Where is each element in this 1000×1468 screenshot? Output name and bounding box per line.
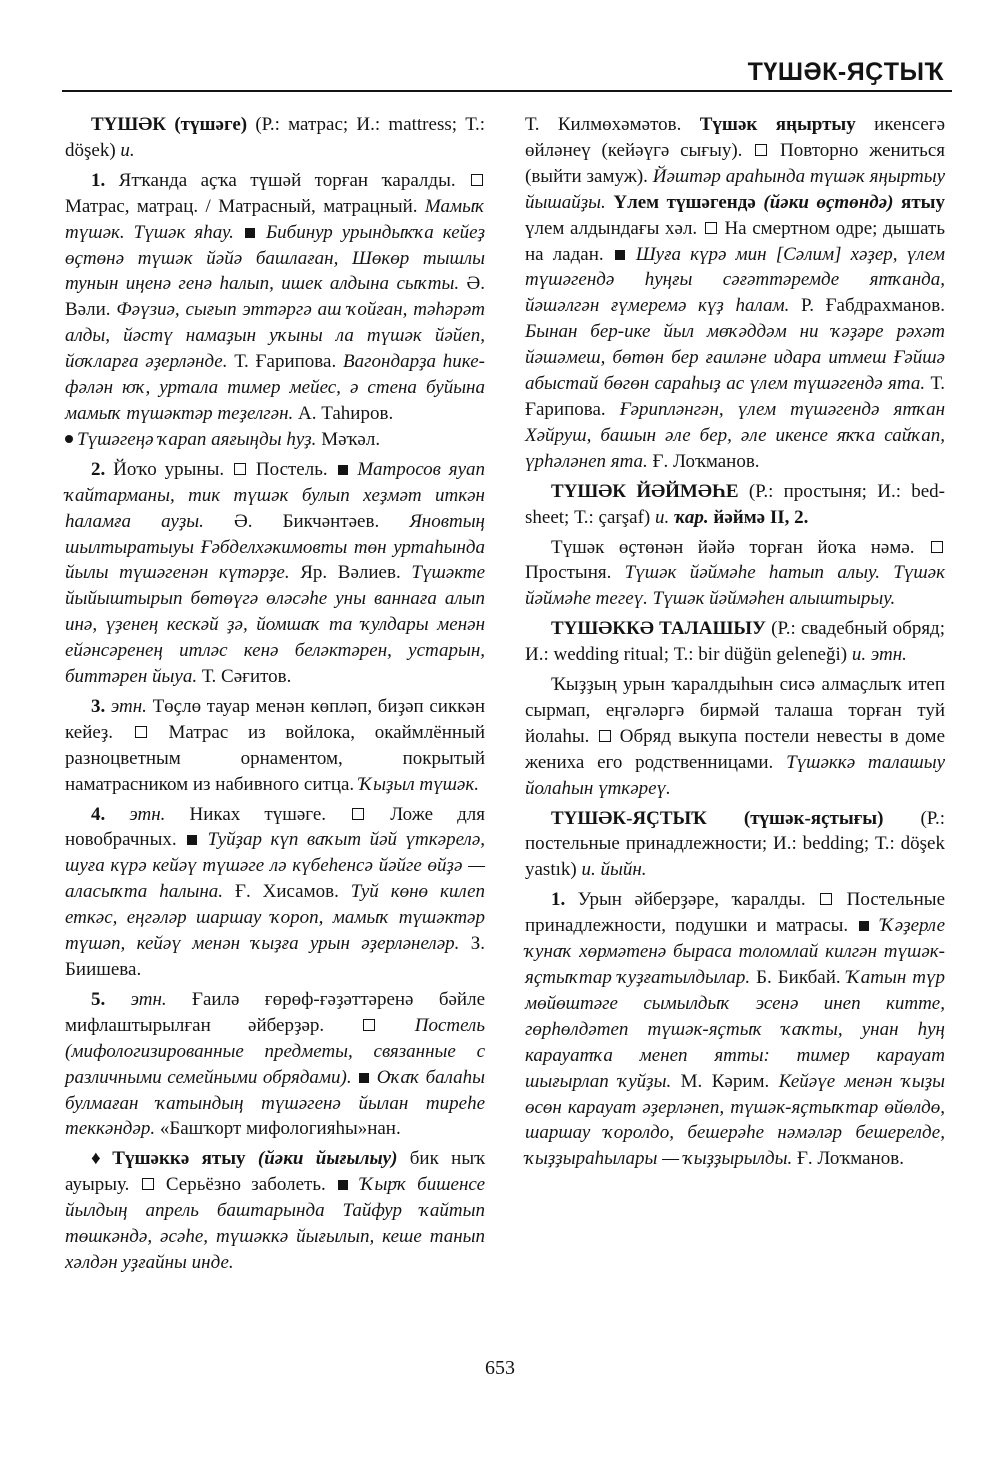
russian-marker-icon [705, 222, 717, 234]
example-source: Р. Ғабдрахманов. [801, 295, 946, 317]
sense-number: 2. [91, 458, 106, 480]
phrase-variant: (йәки өҫтөндә) [763, 191, 894, 213]
example-text: Ҡәҙерле ҡунаҡ хөрмәтенә быраса толомлай килгән түшәк-яҫтыҡтар ҡуҙғатылдылар. [525, 915, 946, 988]
part-of-speech: и. этн. [851, 644, 907, 666]
sense-3 [65, 694, 485, 798]
sense-2 [65, 457, 485, 690]
example-source: Ғ. Лоҡманов. [796, 1148, 904, 1170]
sense-4 [65, 802, 485, 983]
example-marker-icon [187, 835, 197, 845]
phrase-definition: үлем алдындағы хәл. [525, 217, 698, 239]
example-source: А. Таһиров. [298, 402, 394, 424]
sense-number: 1. [91, 169, 106, 191]
phrase-definition: бик ныҡ ауырыу. [65, 1148, 485, 1196]
phrase-tushekke-yatyu [65, 1146, 485, 1276]
example-text: Оҡаҡ балаһы булмаған ҡатындың түшәгенә йылан тиреһе теккәндәр. [65, 1066, 486, 1140]
usage-label: этн. [129, 803, 166, 825]
headword: ТҮШӘККӘ ТАЛАШЫУ [551, 618, 766, 640]
russian-marker-icon [363, 1019, 375, 1031]
headword: ТҮШӘК ЙӘЙМӘҺЕ [551, 480, 739, 502]
collocation: Мамыҡ түшәк. Түшәк яһау. [65, 195, 485, 243]
example-source: Ғ. Лоҡманов. [652, 450, 760, 472]
definition: Никах түшәге. [189, 803, 327, 825]
translations: (Р.: матрас; И.: mattress; Т.: döşek) [65, 114, 485, 161]
header-rule [62, 90, 952, 92]
right-column [525, 112, 945, 1172]
example-source: Т. Килмөхәмәтов. [525, 114, 682, 135]
translations: (Р.: свадебный обряд; И.: wedding ritual; Т.: bir düğün geleneği) [525, 618, 946, 666]
headword: ТҮШӘК [91, 114, 167, 135]
proverb-source: Мәҡәл. [321, 428, 381, 450]
russian-equivalent: Простыня. [525, 562, 612, 584]
russian-marker-icon [820, 893, 832, 905]
proverb-marker-icon [65, 435, 73, 443]
russian-equivalent: Матрас из войлока, окаймлённый разноцветным орнаментом, покрытый наматрасником из набивного ситца. [65, 721, 486, 795]
example-text: Ғәрипләнгән, үлем түшәгендә ятҡан Хәйруш, башын әле бер, әле икенсе яҡҡа сайҡап, үрһәләнеп ята. [525, 398, 946, 472]
entry-tushekke-talashyu-body [525, 672, 945, 802]
example-source: Т. Ғарипова. [525, 373, 946, 420]
usage-label: этн. [130, 988, 167, 1010]
definition: Түшәк өҫтөнән йәйә торған йоҡа нәмә. [551, 536, 915, 558]
example-text: Ҡатын түр мөйөштәге сымылдыҡ эсенә инеп китте, гөрһөлдәтеп түшәк-яҫтыҡ ҡаҡты, унан һуң карауатҡа менеп ятты: тимер карауат шығырлап ҡуйҙы. [525, 967, 945, 1092]
example-text: Туй көнө килеп еткәс, еңгәләр шаршау ҡороп, мамыҡ түшәктәр түшәп, кейәү менән ҡыҙға урын әҙерләнеләр. [65, 881, 486, 955]
running-head: ТҮШӘК-ЯҪТЫҠ [747, 58, 944, 86]
russian-marker-icon [471, 174, 483, 186]
translations: (Р.: простыня; И.: bed-sheet; Т.: çarşaf) [525, 480, 946, 528]
sense-1 [65, 168, 485, 453]
russian-marker-icon [142, 1178, 154, 1190]
definition: Урын әйберҙәре, ҡаралды. [577, 889, 806, 911]
russian-marker-icon [931, 541, 943, 553]
russian-equivalent: Повторно жениться (выйти замуж). [525, 139, 945, 187]
example-text: Фәүзиә, сығып эттәргә аш ҡойған, тәһәрәт алды, йәстү намаҙын уҡыны ла түшәк йәйеп, йоҡларға әҙерләнде. [65, 299, 485, 373]
sense-number: 3. [91, 695, 106, 717]
example-marker-icon [859, 921, 869, 931]
entry-tushek-yaymahe [525, 479, 945, 531]
part-of-speech: и. [120, 139, 135, 161]
russian-equivalent: На смертном одре; дышать на ладан. [525, 217, 946, 265]
phrase-continuation [525, 112, 945, 475]
sense-5 [65, 987, 485, 1142]
entry-tushek-yaymahe-body [525, 535, 945, 613]
diamond-marker-icon: ♦ [91, 1148, 109, 1170]
russian-marker-icon [234, 463, 246, 475]
sense-number: 1. [551, 889, 566, 911]
collocation: Түшәккә талашыу йолаһын үткәреү. [525, 751, 946, 799]
example-marker-icon [245, 228, 255, 238]
definition: Төҫлө тауар менән көпләп, биҙәп сиккән кейеҙ. [65, 695, 486, 743]
russian-equivalent: Постель. [255, 458, 328, 480]
proverb-text: Түшәгеңә ҡарап аяғыңды һуҙ. [77, 428, 317, 450]
left-column [65, 112, 485, 1276]
example-text: Бынан бер-ике йыл мөҡәддәм ни ҡәҙәре рәхәт йәшәмеш, бөтөн бер ғаиләне идара итмеш Ғәйшә абыстай бөгөн сараһыҙ ас үлем түшәгендә ята. [525, 321, 945, 395]
example-source: Т. Сәғитов. [201, 666, 292, 688]
phrase-headword: Түшәк яңыртыу [699, 114, 856, 135]
example-text: Шуға күрә мин [Сәлим] хәҙер, үлем түшәгендә һуңғы сәғәттәремде ятҡанда, йәшәлгән ғүмеремә күҙ һалам. [525, 243, 946, 317]
example-text: Вагондарҙа һике-фәлән юҡ, уртала тимер мейес, ә стена буйына мамыҡ түшәктәр теҙелгән. [65, 351, 485, 424]
example-text: Түшәкте йыйыштырып бөтөүгә өләсәһе уны ваннаға алып инә, үҙенең кескәй ҙә, йомшаҡ та ҡулдары менән ейәнсәренең итләс кенә беләктәрен, устарын, биттәрен йыуа. [65, 562, 486, 688]
example-text: Туйҙар күп ваҡыт йәй үткәрелә, шуға күрә кейәү түшәге лә күбеһенсә йәйге өйҙә — аласыҡта һалына. [65, 829, 486, 903]
phrase-headword-tail: ятыу [901, 191, 945, 213]
example-source: «Башҡорт мифологияһы»нан. [159, 1118, 401, 1140]
grammar-form: (түшәге) [174, 114, 248, 135]
part-of-speech: и. [654, 506, 670, 528]
entry-tushek-yastyk [525, 806, 945, 884]
translations: (Р.: постельные принадлежности; И.: bedding; Т.: döşek yastık) [525, 807, 945, 881]
cross-ref-label: ҡар. [673, 506, 709, 528]
part-of-speech: и. йыйн. [581, 859, 647, 881]
example-marker-icon [615, 250, 625, 260]
collocation: Ҡыҙыл түшәк. [358, 773, 479, 795]
example-marker-icon [338, 465, 348, 475]
entry-tushek [65, 112, 485, 164]
example-text: Йәштәр араһында түшәк яңыртыу йышайҙы. [525, 165, 946, 213]
example-text: Матросов яуап ҡайтарманы, тик түшәк булып хеҙмәт иткән һаламға ауҙы. [65, 458, 486, 532]
example-text: Ҡырҡ бишенсе йылдың апрель баштарында Тайфур ҡайтып төшкәндә, әсәһе, түшәккә йығылып, кеше танып хәлдән уҙғайны инде. [65, 1174, 486, 1273]
example-source: М. Кәрим. [680, 1070, 770, 1092]
phrase-headword: Үлем түшәгендә [613, 191, 756, 213]
russian-marker-icon [135, 726, 147, 738]
russian-equivalent: Постельные принадлежности, подушки и матрасы. [525, 889, 946, 937]
example-text: Бибинур урындыҡҡа кейеҙ өҫтөнә түшәк йәйә башлаған, Шөкөр тышлы тунын иңенә генә һалып, ишек алдына сыҡты. [65, 221, 485, 295]
phrase-definition: икенсегә өйләнеү (кейәүгә сығыу). [525, 114, 946, 161]
example-marker-icon [338, 1180, 348, 1190]
headword: ТҮШӘК-ЯҪТЫҠ [551, 807, 707, 829]
example-source: З. Биишева. [65, 933, 486, 980]
russian-equivalent: Матрас, матрац. / Матрасный, матрацный. [65, 195, 418, 217]
russian-equivalent: Постель (мифологизированные предметы, связанные с различными семейными обрядами). [65, 1014, 485, 1088]
definition: Ҡыҙҙың урын ҡаралдыһын сисә алмаҫлыҡ итеп сырмап, еңгәләргә бирмәй талаша торған туй йолаһы. [525, 674, 945, 747]
grammar-form: (түшәк-яҫтығы) [743, 807, 884, 829]
russian-equivalent: Серьёзно заболеть. [165, 1174, 326, 1196]
definition: Ғаилә ғөрөф-ғәҙәттәренә бәйле мифлаштырылған әйберҙәр. [65, 988, 486, 1036]
page-number: 653 [485, 1357, 515, 1379]
collocation: Түшәк йәймәһе һатып алыу. Түшәк йәймәһе тегеү. Түшәк йәймәһен алыштырыу. [525, 562, 945, 610]
entry-tushekke-talashyu [525, 616, 945, 668]
phrase-headword: Түшәккә ятыу [112, 1148, 246, 1170]
example-source: Ә. Бикчәнтәев. [234, 510, 380, 532]
definition: Ятҡанда аҫҡа түшәй торған ҡаралды. [118, 169, 456, 191]
example-source: Ә. Вәли. [65, 273, 485, 321]
phrase-variant: (йәки йығылыу) [257, 1148, 398, 1170]
example-text: Кейәүе менән ҡыҙы өсөн карауат әҙерләнеп, түшәк-яҫтыҡтар өйөлдө, шаршау ҡоролдо, бешерәһе нәмәләр бешерелде, ҡыҙҙыраһылары — ҡыҙҙырылды. [525, 1070, 946, 1170]
russian-marker-icon [352, 808, 364, 820]
cross-ref-target: йәймә II, 2. [713, 506, 809, 528]
example-source: Яр. Вәлиев. [300, 562, 401, 584]
example-source: Т. Ғарипова. [234, 351, 337, 373]
russian-equivalent: Обряд выкупа постели невесты в доме жениха его родственницами. [525, 725, 946, 773]
sense-1 [525, 887, 945, 1172]
russian-equivalent: Ложе для новобрачных. [65, 803, 486, 851]
example-source: Ғ. Хисамов. [234, 881, 339, 903]
example-marker-icon [359, 1073, 369, 1083]
usage-label: этн. [110, 695, 147, 717]
russian-marker-icon [599, 730, 611, 742]
definition: Йоҡо урыны. [113, 458, 225, 480]
sense-number: 5. [91, 988, 106, 1010]
sense-number: 4. [91, 803, 106, 825]
example-source: Б. Бикбай. [756, 967, 841, 988]
russian-marker-icon [755, 144, 767, 156]
example-text: Яновтың шылтыратыуы Ғәбделхәкимовты төн уртаһында йылы түшәгенән күтәрҙе. [65, 510, 485, 584]
